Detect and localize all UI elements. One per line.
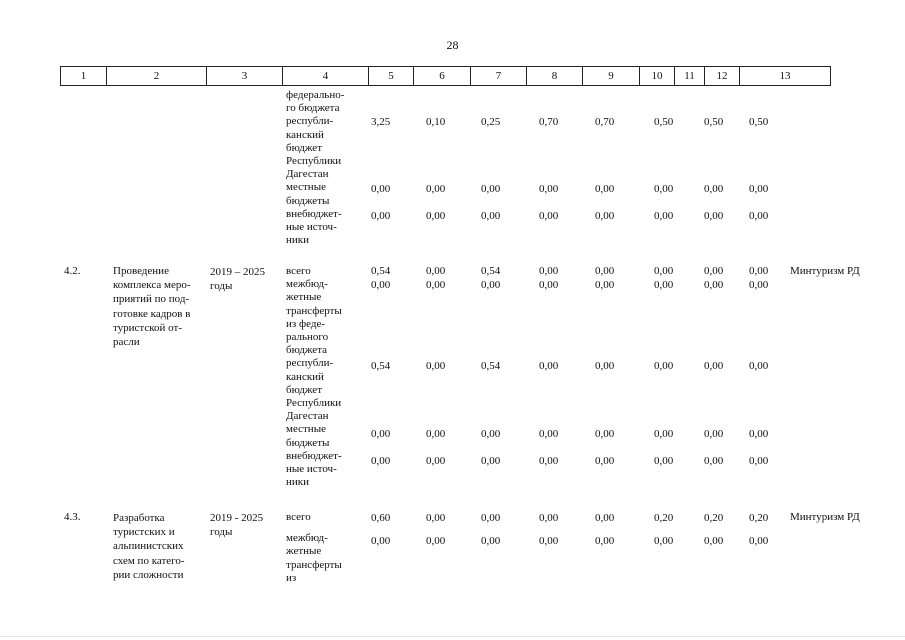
value-cell: 0,50 <box>654 116 674 128</box>
funding-source-spacer <box>286 524 342 532</box>
value-cell: 0,00 <box>704 428 724 440</box>
value-cell: 0,50 <box>749 116 769 128</box>
value-cell: 0,00 <box>426 535 446 547</box>
funding-source-line: местные <box>286 423 326 436</box>
funding-source-line: трансферты <box>286 304 342 317</box>
value-cell: 0,00 <box>749 183 769 195</box>
item-name-line: расли <box>113 336 140 349</box>
funding-source-list <box>286 265 342 489</box>
funding-source-line: республи- <box>286 357 334 370</box>
value-cell: 0,00 <box>371 279 391 291</box>
funding-source-line: Республики <box>286 155 342 168</box>
value-cell: 0,00 <box>426 279 446 291</box>
funding-source-line: трансферты <box>286 558 342 571</box>
funding-source-list <box>286 511 342 585</box>
funding-source-line: республи- <box>286 115 334 128</box>
item-period <box>210 511 263 539</box>
item-period-line: 2019 - 2025 <box>210 512 264 524</box>
value-cell: 0,00 <box>704 455 724 467</box>
column-header: 10 <box>640 67 675 86</box>
funding-source-line: жетные <box>286 291 322 304</box>
funding-source-line: Республики <box>286 397 342 410</box>
item-name <box>113 264 201 349</box>
value-cell: 0,00 <box>749 428 769 440</box>
column-header: 1 <box>61 67 107 86</box>
value-cell: 0,50 <box>704 116 724 128</box>
column-header: 5 <box>369 67 414 86</box>
funding-source-line: жетные <box>286 545 322 558</box>
column-header: 8 <box>527 67 583 86</box>
value-cell: 0,00 <box>371 535 391 547</box>
item-name-line: Разработка <box>113 512 165 524</box>
page-number: 28 <box>446 38 459 52</box>
value-cell: 0,00 <box>749 265 769 277</box>
funding-source-line: местные <box>286 181 326 194</box>
funding-source-line: бюджета <box>286 344 328 357</box>
funding-source-line: ные источ- <box>286 463 337 476</box>
value-cell: 0,00 <box>595 512 615 524</box>
value-cell: 0,00 <box>704 535 724 547</box>
value-cell: 0,00 <box>749 360 769 372</box>
value-cell: 0,00 <box>704 279 724 291</box>
value-cell: 0,70 <box>595 116 615 128</box>
value-cell: 0,00 <box>704 360 724 372</box>
value-cell: 0,00 <box>654 360 674 372</box>
item-name-line: комплекса меро- <box>113 279 191 292</box>
column-header: 9 <box>583 67 640 86</box>
item-name <box>113 511 185 582</box>
value-cell: 0,00 <box>539 183 559 195</box>
value-cell: 0,00 <box>481 279 501 291</box>
value-cell: 0,60 <box>371 512 391 524</box>
value-cell: 0,00 <box>426 265 446 277</box>
value-cell: 0,00 <box>595 535 615 547</box>
funding-source-line: рального <box>286 331 329 344</box>
value-cell: 0,00 <box>371 183 391 195</box>
funding-source-line: ные источ- <box>286 221 337 234</box>
value-cell: 0,00 <box>539 535 559 547</box>
item-period-line: годы <box>210 526 233 538</box>
item-name-line: готовке кадров в <box>113 307 191 320</box>
value-cell: 0,00 <box>595 360 615 372</box>
item-number: 4.3. <box>64 511 81 523</box>
funding-source-line: бюджеты <box>286 194 330 207</box>
value-cell: 0,00 <box>481 428 501 440</box>
column-header: 4 <box>283 67 369 86</box>
value-cell: 0,00 <box>654 428 674 440</box>
value-cell: 0,54 <box>481 360 501 372</box>
value-cell: 0,00 <box>426 455 446 467</box>
value-cell: 0,00 <box>595 265 615 277</box>
funding-source-line: канский <box>286 370 324 383</box>
funding-source-line: всего <box>286 265 311 277</box>
value-cell: 0,00 <box>749 455 769 467</box>
value-cell: 0,20 <box>654 512 674 524</box>
value-cell: 0,00 <box>654 279 674 291</box>
value-cell: 0,00 <box>426 183 446 195</box>
value-cell: 0,20 <box>749 512 769 524</box>
funding-source-line: межбюд- <box>286 532 328 545</box>
value-cell: 0,54 <box>371 360 391 372</box>
funding-source-line: бюджеты <box>286 436 330 449</box>
value-cell: 0,54 <box>371 265 391 277</box>
value-cell: 0,00 <box>654 455 674 467</box>
column-header: 13 <box>740 67 831 86</box>
item-name-line: альпинистских <box>113 540 184 553</box>
item-period-line: годы <box>210 280 233 292</box>
funding-source-line: федерально- <box>286 89 345 101</box>
value-cell: 0,00 <box>426 512 446 524</box>
value-cell: 0,00 <box>539 360 559 372</box>
value-cell: 0,00 <box>704 210 724 222</box>
column-header: 2 <box>107 67 207 86</box>
column-header: 3 <box>207 67 283 86</box>
value-cell: 0,20 <box>704 512 724 524</box>
item-name-line: приятий по под- <box>113 293 190 306</box>
item-name-line: туристской от- <box>113 321 183 334</box>
item-period-line: 2019 – 2025 <box>210 266 265 278</box>
funding-source-line: бюджет <box>286 141 322 154</box>
item-name-line: рии сложности <box>113 568 184 581</box>
funding-source-line: бюджет <box>286 383 322 396</box>
funding-source-line: канский <box>286 128 324 141</box>
column-header: 6 <box>414 67 471 86</box>
value-cell: 0,00 <box>749 279 769 291</box>
value-cell: 3,25 <box>371 116 391 128</box>
item-name-line: схем по катего- <box>113 554 185 567</box>
funding-source-line: ники <box>286 476 310 489</box>
value-cell: 0,70 <box>539 116 559 128</box>
value-cell: 0,00 <box>654 210 674 222</box>
value-cell: 0,00 <box>539 279 559 291</box>
value-cell: 0,00 <box>654 183 674 195</box>
item-name-line: туристских и <box>113 526 175 539</box>
value-cell: 0,00 <box>595 183 615 195</box>
value-cell: 0,00 <box>426 210 446 222</box>
column-header-row <box>60 66 831 86</box>
value-cell: 0,00 <box>595 279 615 291</box>
value-cell: 0,25 <box>481 116 501 128</box>
value-cell: 0,10 <box>426 116 446 128</box>
item-name-line: Проведение <box>113 265 169 277</box>
funding-source-line: всего <box>286 511 311 523</box>
value-cell: 0,00 <box>481 183 501 195</box>
funding-source-list <box>286 89 344 247</box>
funding-source-line: Дагестан <box>286 168 329 181</box>
value-cell: 0,00 <box>371 428 391 440</box>
funding-source-line: из феде- <box>286 317 325 330</box>
value-cell: 0,00 <box>654 535 674 547</box>
column-header: 11 <box>675 67 705 86</box>
value-cell: 0,00 <box>595 428 615 440</box>
value-cell: 0,00 <box>539 428 559 440</box>
value-cell: 0,00 <box>371 210 391 222</box>
value-cell: 0,00 <box>481 455 501 467</box>
value-cell: 0,54 <box>481 265 501 277</box>
executor: Минтуризм РД <box>790 511 860 523</box>
funding-source-line: Дагестан <box>286 410 329 423</box>
column-header: 12 <box>705 67 740 86</box>
value-cell: 0,00 <box>654 265 674 277</box>
value-cell: 0,00 <box>481 512 501 524</box>
value-cell: 0,00 <box>481 535 501 547</box>
value-cell: 0,00 <box>539 512 559 524</box>
item-number: 4.2. <box>64 265 81 277</box>
funding-source-line: внебюджет- <box>286 207 342 220</box>
funding-source-line: межбюд- <box>286 278 328 291</box>
funding-source-line: внебюджет- <box>286 449 342 462</box>
scan-edge <box>0 636 905 637</box>
executor: Минтуризм РД <box>790 265 860 277</box>
value-cell: 0,00 <box>539 210 559 222</box>
value-cell: 0,00 <box>749 535 769 547</box>
value-cell: 0,00 <box>481 210 501 222</box>
value-cell: 0,00 <box>704 265 724 277</box>
value-cell: 0,00 <box>704 183 724 195</box>
value-cell: 0,00 <box>539 265 559 277</box>
value-cell: 0,00 <box>539 455 559 467</box>
column-header: 7 <box>471 67 527 86</box>
funding-source-line: ники <box>286 234 310 247</box>
value-cell: 0,00 <box>426 428 446 440</box>
value-cell: 0,00 <box>749 210 769 222</box>
value-cell: 0,00 <box>371 455 391 467</box>
funding-source-line: из <box>286 571 297 584</box>
value-cell: 0,00 <box>595 210 615 222</box>
funding-source-line: го бюджета <box>286 102 340 115</box>
value-cell: 0,00 <box>595 455 615 467</box>
value-cell: 0,00 <box>426 360 446 372</box>
item-period <box>210 265 265 293</box>
